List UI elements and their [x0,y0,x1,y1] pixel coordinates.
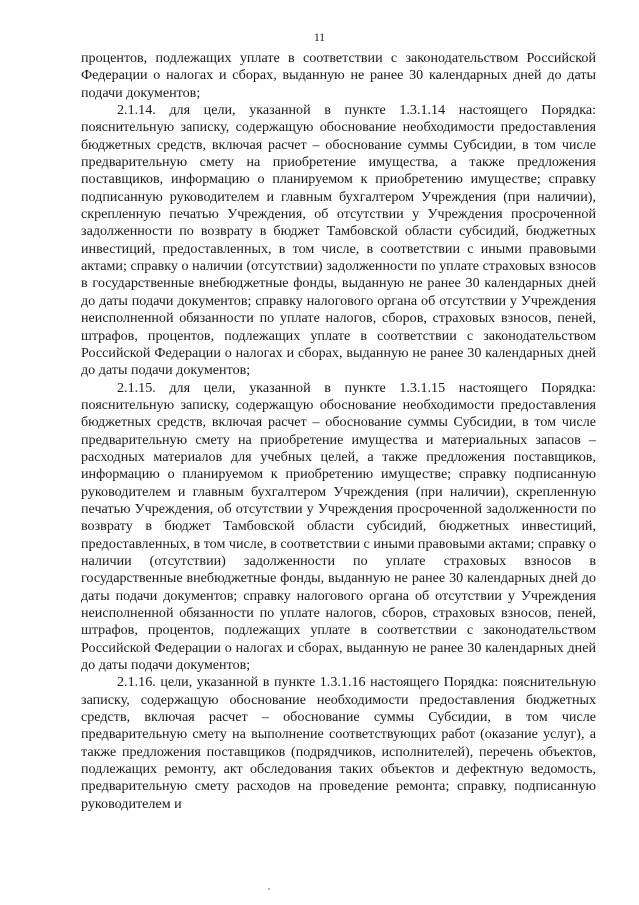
paragraph-2-1-14: 2.1.14. для цели, указанной в пункте 1.3.1.14 настоящего Порядка: пояснительную записку, содержащую обоснование необходимости предоставления бюджетных средств, включая расчет – обоснование суммы Субсидии, в том числе предварительную смету на приобретение имущества, а также предложения поставщиков, информацию о планируемом к приобретению имуществе; справку подписанную руководителем и главным бухгалтером Учреждения (при наличии), скрепленную печатью Учреждения, об отсутствии у Учреждения просроченной задолженности по возврату в бюджет Тамбовской области субсидий, бюджетных инвестиций, предоставленных, в том числе, в соответствии с иными правовыми актами; справку о наличии (отсутствии) задолженности по уплате страховых взносов в государственные внебюджетные фонды, выданную не ранее 30 календарных дней до даты подачи документов; справку налогового органа об отсутствии у Учреждения неисполненной обязанности по уплате налогов, сборов, страховых взносов, пеней, штрафов, процентов, подлежащих уплате в соответствии с законодательством Российской Федерации о налогах и сборах, выданную не ранее 30 календарных дней до даты подачи документов; [81,102,596,379]
paragraph-2-1-16: 2.1.16. цели, указанной в пункте 1.3.1.16 настоящего Порядка: пояснительную записку, содержащую обоснование необходимости предоставления бюджетных средств, включая расчет – обоснование суммы Субсидии, в том числе предварительную смету на выполнение соответствующих работ (оказание услуг), а также предложения поставщиков (подрядчиков, исполнителей), перечень объектов, подлежащих ремонту, акт обследования таких объектов и дефектную ведомость, предварительную смету расходов на проведение ремонта; справку, подписанную руководителем и [81,674,596,812]
document-body [81,50,596,813]
page-number: 11 [313,32,326,44]
paragraph-2-1-15: 2.1.15. для цели, указанной в пункте 1.3.1.15 настоящего Порядка: пояснительную записку, содержащую обоснование необходимости предоставления бюджетных средств, включая расчет – обоснование суммы Субсидии, в том числе предварительную смету на приобретение имущества и материальных запасов – расходных материалов для учебных целей, а также предложения поставщиков, информацию о планируемом к приобретению имуществе; справку подписанную руководителем и главным бухгалтером Учреждения (при наличии), скрепленную печатью Учреждения, об отсутствии у Учреждения просроченной задолженности по возврату в бюджет Тамбовской области субсидий, бюджетных инвестиций, предоставленных, в том числе, в соответствии с иными правовыми актами; справку о наличии (отсутствии) задолженности по уплате страховых взносов в государственные внебюджетные фонды, выданную не ранее 30 календарных дней до даты подачи документов; справку налогового органа об отсутствии у Учреждения неисполненной обязанности по уплате налогов, сборов, страховых взносов, пеней, штрафов, процентов, подлежащих уплате в соответствии с законодательством Российской Федерации о налогах и сборах, выданную не ранее 30 календарных дней до даты подачи документов; [81,379,596,674]
paragraph-continuation: процентов, подлежащих уплате в соответствии с законодательством Российской Федерации о налогах и сборах, выданную не ранее 30 календарных дней до даты подачи документов; [81,50,596,101]
scan-artifact [268,888,270,890]
